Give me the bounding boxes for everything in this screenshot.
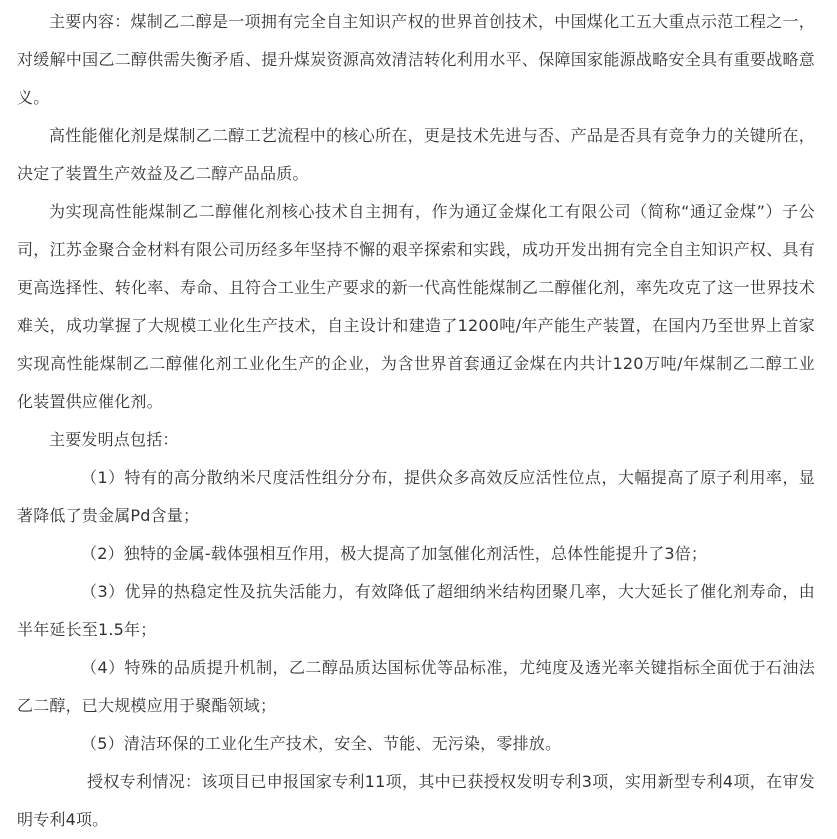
- paragraph-company-achievement: 为实现高性能煤制乙二醇催化剂核心技术自主拥有，作为通辽金煤化工有限公司（简称“通辽金煤”）子公司，江苏金聚合金材料有限公司历经多年坚持不懈的艰辛探索和实践，成功开发出拥有完全自主知识产权、具有更高选择性、转化率、寿命、且符合工业生产要求的新一代高性能煤制乙二醇催化剂，率先攻克了这一世界技术难关，成功掌握了大规模工业化生产技术，自主设计和建造了1200吨/年产能生产装置，在国内乃至世界上首家实现高性能煤制乙二醇催化剂工业化生产的企业，为含世界首套通辽金煤在内共计120万吨/年煤制乙二醇工业化装置供应催化剂。: [17, 202, 815, 411]
- invention-point-5: （5）清洁环保的工业化生产技术，安全、节能、无污染，零排放。: [81, 734, 562, 753]
- invention-point-4: （4）特殊的品质提升机制，乙二醇品质达国标优等品标准，尤纯度及透光率关键指标全面优于石油法乙二醇，已大规模应用于聚酯领域；: [17, 658, 815, 715]
- paragraph-patent-status: 授权专利情况：该项目已申报国家专利11项，其中已获授权发明专利3项，实用新型专利4项，在审发明专利4项。: [17, 772, 815, 829]
- invention-point-3: （3）优异的热稳定性及抗失活能力，有效降低了超细纳米结构团聚几率，大大延长了催化剂寿命，由半年延长至1.5年；: [17, 582, 815, 639]
- invention-point-2: （2）独特的金属-载体强相互作用，极大提高了加氢催化剂活性，总体性能提升了3倍；: [81, 544, 708, 563]
- paragraph-catalyst-importance: 高性能催化剂是煤制乙二醇工艺流程中的核心所在，更是技术先进与否、产品是否具有竞争力的关键所在，决定了装置生产效益及乙二醇产品品质。: [17, 126, 815, 183]
- paragraph-main-content: 主要内容：煤制乙二醇是一项拥有完全自主知识产权的世界首创技术，中国煤化工五大重点示范工程之一，对缓解中国乙二醇供需失衡矛盾、提升煤炭资源高效清洁转化利用水平、保障国家能源战略安全具有重要战略意义。: [17, 12, 815, 107]
- invention-point-1: （1）特有的高分散纳米尺度活性组分分布，提供众多高效反应活性位点，大幅提高了原子利用率，显著降低了贵金属Pd含量；: [17, 468, 815, 525]
- paragraph-invention-points-heading: 主要发明点包括：: [49, 430, 179, 449]
